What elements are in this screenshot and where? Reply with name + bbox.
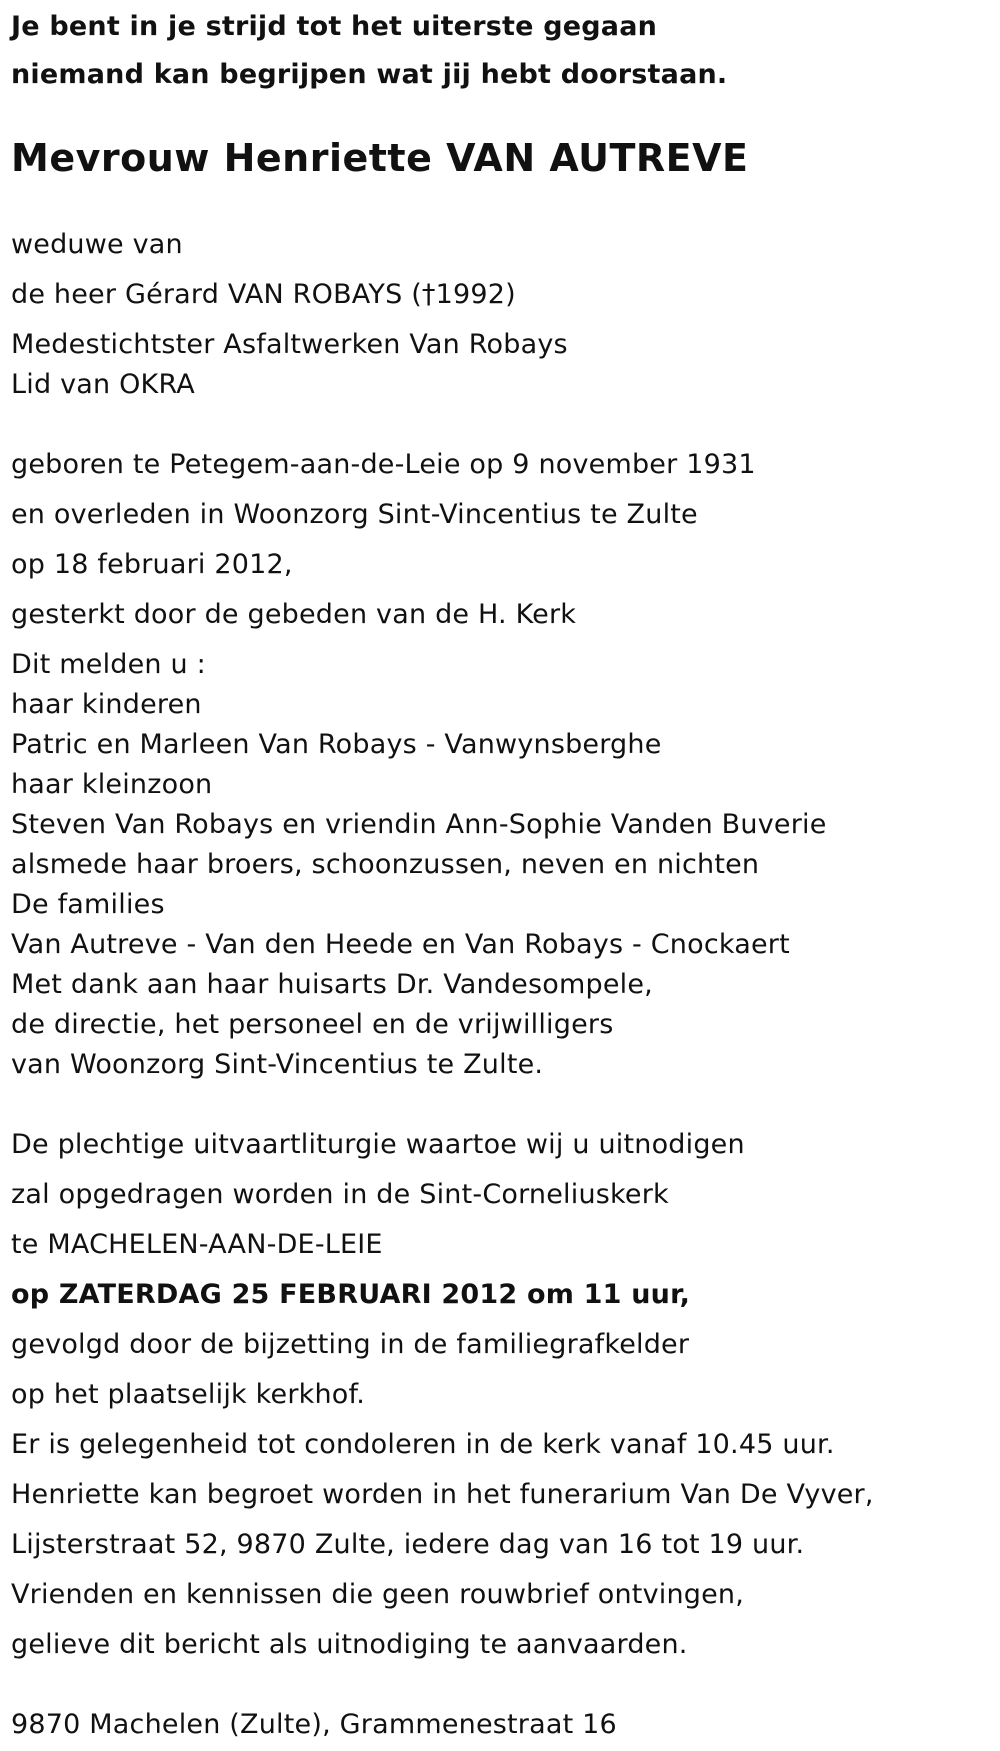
life-line-4: gesterkt door de gebeden van de H. Kerk xyxy=(11,599,577,630)
family-line-1: Dit melden u : xyxy=(11,649,206,680)
funeral-line-2: zal opgedragen worden in de Sint-Corneliuskerk xyxy=(11,1179,669,1210)
funeral-line-8: Henriette kan begroet worden in het funerarium Van De Vyver, xyxy=(11,1479,874,1510)
poem-line-2: niemand kan begrijpen wat jij hebt doorstaan. xyxy=(11,59,728,90)
funeral-line-10: Vrienden en kennissen die geen rouwbrief ontvingen, xyxy=(11,1579,745,1610)
funeral-date: op ZATERDAG 25 FEBRUARI 2012 om 11 uur, xyxy=(11,1279,691,1310)
life-line-3: op 18 februari 2012, xyxy=(11,549,293,580)
family-line-6: alsmede haar broers, schoonzussen, neven en nichten xyxy=(11,849,760,880)
family-line-5: Steven Van Robays en vriendin Ann-Sophie Vanden Buverie xyxy=(11,809,827,840)
role-line-1: Medestichtster Asfaltwerken Van Robays xyxy=(11,329,568,360)
spouse-name: de heer Gérard VAN ROBAYS (†1992) xyxy=(11,279,516,310)
family-line-10: de directie, het personeel en de vrijwilligers xyxy=(11,1009,614,1040)
funeral-line-7: Er is gelegenheid tot condoleren in de kerk vanaf 10.45 uur. xyxy=(11,1429,835,1460)
family-line-7: De families xyxy=(11,889,165,920)
family-line-4: haar kleinzoon xyxy=(11,769,213,800)
family-line-2: haar kinderen xyxy=(11,689,202,720)
funeral-line-1: De plechtige uitvaartliturgie waartoe wij u uitnodigen xyxy=(11,1129,745,1160)
family-line-11: van Woonzorg Sint-Vincentius te Zulte. xyxy=(11,1049,544,1080)
funeral-line-6: op het plaatselijk kerkhof. xyxy=(11,1379,366,1410)
deceased-name: Mevrouw Henriette VAN AUTREVE xyxy=(11,136,749,180)
spouse-intro: weduwe van xyxy=(11,229,183,260)
funeral-line-11: gelieve dit bericht als uitnodiging te aanvaarden. xyxy=(11,1629,688,1660)
funeral-line-3: te MACHELEN-AAN-DE-LEIE xyxy=(11,1229,383,1260)
poem-line-1: Je bent in je strijd tot het uiterste gegaan xyxy=(11,11,658,42)
funeral-line-5: gevolgd door de bijzetting in de familiegrafkelder xyxy=(11,1329,690,1360)
family-line-3: Patric en Marleen Van Robays - Vanwynsberghe xyxy=(11,729,662,760)
address: 9870 Machelen (Zulte), Grammenestraat 16 xyxy=(11,1709,617,1740)
funeral-line-9: Lijsterstraat 52, 9870 Zulte, iedere dag van 16 tot 19 uur. xyxy=(11,1529,805,1560)
life-line-1: geboren te Petegem-aan-de-Leie op 9 november 1931 xyxy=(11,449,756,480)
family-line-8: Van Autreve - Van den Heede en Van Robays - Cnockaert xyxy=(11,929,790,960)
family-line-9: Met dank aan haar huisarts Dr. Vandesompele, xyxy=(11,969,653,1000)
role-line-2: Lid van OKRA xyxy=(11,369,195,400)
life-line-2: en overleden in Woonzorg Sint-Vincentius te Zulte xyxy=(11,499,698,530)
